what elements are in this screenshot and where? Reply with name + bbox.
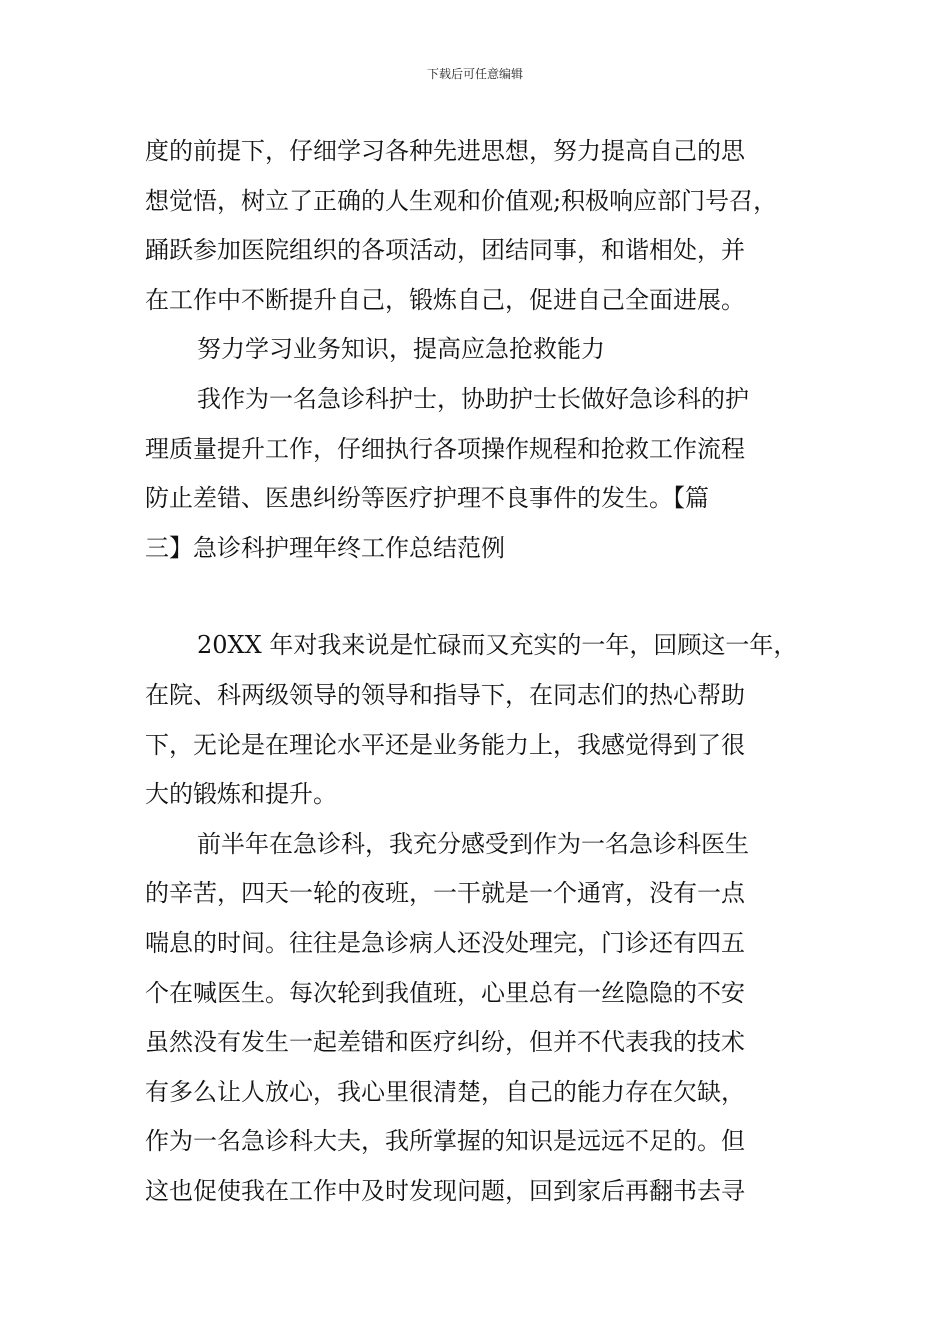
text-line: 踊跃参加医院组织的各项活动，团结同事，和谐相处，并	[145, 236, 745, 265]
text-line: 想觉悟，树立了正确的人生观和价值观;积极响应部门号召，	[145, 186, 778, 215]
text-line: 大的锻炼和提升。	[145, 780, 337, 809]
text-line: 在工作中不断提升自己，锻炼自己，促进自己全面进展。	[145, 285, 745, 314]
text-line: 虽然没有发生一起差错和医疗纠纷，但并不代表我的技术	[145, 1028, 745, 1057]
text-line: 这也促使我在工作中及时发现问题，回到家后再翻书去寻	[145, 1176, 745, 1205]
text-line: 防止差错、医患纠纷等医疗护理不良事件的发生。【篇	[145, 484, 709, 513]
section-heading: 努力学习业务知识，提高应急抢救能力	[197, 335, 605, 364]
text-line: 前半年在急诊科，我充分感受到作为一名急诊科医生	[197, 829, 749, 858]
text-line: 在院、科两级领导的领导和指导下，在同志们的热心帮助	[145, 680, 745, 709]
text-line: 三】急诊科护理年终工作总结范例	[145, 533, 505, 562]
text-line: 个在喊医生。每次轮到我值班，心里总有一丝隐隐的不安	[145, 978, 745, 1007]
paragraph-gap	[145, 573, 825, 621]
text-line: 的辛苦，四天一轮的夜班，一干就是一个通宵，没有一点	[145, 879, 745, 908]
text-line: 有多么让人放心，我心里很清楚，自己的能力存在欠缺，	[145, 1077, 745, 1106]
text-line: 20XX 年对我来说是忙碌而又充实的一年，回顾这一年，	[197, 631, 798, 660]
text-line: 度的前提下，仔细学习各种先进思想，努力提高自己的思	[145, 137, 745, 165]
text-line: 喘息的时间。往往是急诊病人还没处理完，门诊还有四五	[145, 928, 745, 957]
text-line: 作为一名急诊科大夫，我所掌握的知识是远远不足的。但	[145, 1127, 745, 1156]
page-header: 下载后可任意编辑	[426, 67, 523, 81]
text-line: 我作为一名急诊科护士，协助护士长做好急诊科的护	[197, 384, 749, 413]
document-body	[145, 127, 825, 1216]
text-line: 理质量提升工作，仔细执行各项操作规程和抢救工作流程	[145, 434, 745, 463]
text-line: 下，无论是在理论水平还是业务能力上，我感觉得到了很	[145, 730, 745, 759]
